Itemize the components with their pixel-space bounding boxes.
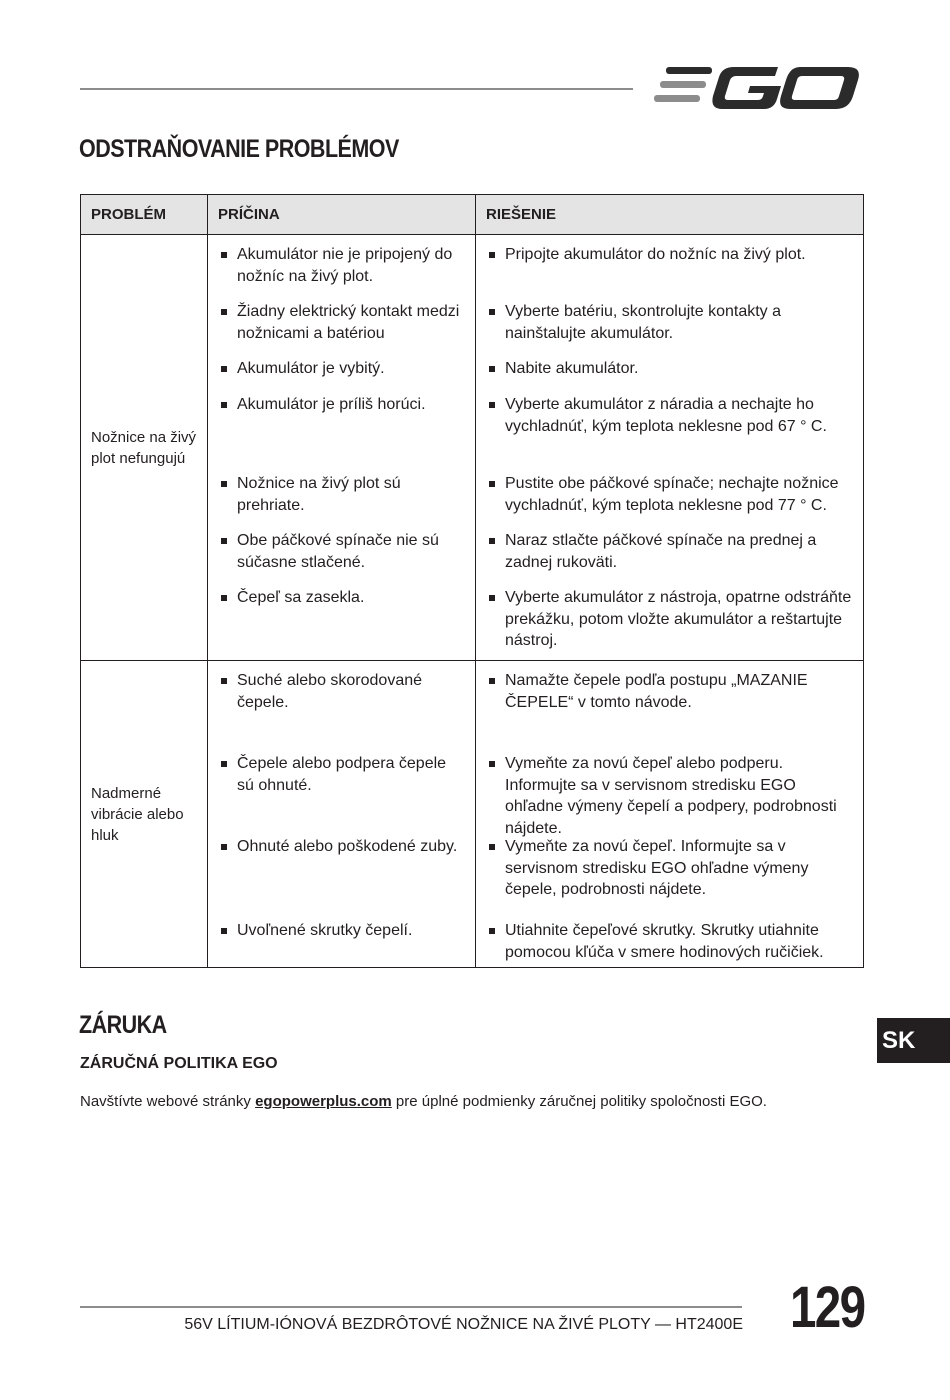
bullet-icon: [489, 538, 495, 544]
solution-item: [476, 753, 863, 836]
header-problem: PROBLÉM: [81, 195, 208, 235]
solution-text: Namažte čepele podľa postupu „MAZANIE ČEPELE“ v tomto návode.: [505, 672, 808, 711]
bullet-icon: [221, 928, 227, 934]
cause-text: Nožnice na živý plot sú prehriate.: [237, 475, 401, 514]
bullet-icon: [489, 928, 495, 934]
bullet-icon: [489, 761, 495, 767]
solution-text: Vyberte akumulátor z náradia a nechajte ho vychladnúť, kým teplota neklesne pod 67 ° C.: [505, 396, 827, 435]
solution-text: Vymeňte za novú čepeľ. Informujte sa v servisnom stredisku EGO ohľadne výmeny čepele, podrobnosti nájdete.: [505, 838, 809, 898]
cause-cell: [208, 235, 476, 661]
bullet-icon: [489, 481, 495, 487]
bullet-icon: [221, 678, 227, 684]
cause-item: [208, 753, 475, 836]
logo-o: [780, 67, 859, 109]
cause-text: Ohnuté alebo poškodené zuby.: [237, 838, 458, 855]
solution-text: Vyberte akumulátor z nástroja, opatrne odstráňte prekážku, potom vložte akumulátor a reštartujte nástroj.: [505, 589, 852, 649]
cause-item: [208, 670, 475, 753]
ego-logo: [650, 64, 862, 112]
cause-item: [208, 920, 475, 965]
solution-item: [476, 530, 863, 587]
cause-item: [208, 394, 475, 473]
cause-item: [208, 530, 475, 587]
warranty-link[interactable]: egopowerplus.com: [255, 1093, 392, 1110]
solution-text: Nabite akumulátor.: [505, 360, 639, 377]
solution-cell: [476, 661, 864, 968]
bullet-icon: [221, 844, 227, 850]
problem-text: Nadmerné vibrácie alebo hluk: [91, 784, 184, 844]
cause-item: [208, 473, 475, 530]
warranty-text-before: Navštívte webové stránky: [80, 1093, 256, 1110]
solution-item: [476, 836, 863, 920]
troubleshooting-table: [80, 194, 864, 968]
table-row: [81, 235, 864, 661]
solution-text: Vyberte batériu, skontrolujte kontakty a nainštalujte akumulátor.: [505, 303, 781, 342]
cause-item: [208, 836, 475, 920]
page-number: 129: [790, 1275, 865, 1340]
solution-item: [476, 920, 863, 965]
footer-product-title: 56V LÍTIUM-IÓNOVÁ BEZDRÔTOVÉ NOŽNICE NA ŽIVÉ PLOTY — HT2400E: [184, 1316, 743, 1333]
cause-text: Čepeľ sa zasekla.: [237, 589, 365, 606]
solution-cell: [476, 235, 864, 661]
warranty-text-after: pre úplné podmienky záručnej politiky spoločnosti EGO.: [391, 1093, 767, 1110]
table-header-row: [81, 195, 864, 235]
table-row: [81, 661, 864, 968]
solution-text: Naraz stlačte páčkové spínače na prednej a zadnej rukoväti.: [505, 532, 817, 571]
bullet-icon: [489, 309, 495, 315]
bullet-icon: [489, 595, 495, 601]
solution-text: Utiahnite čepeľové skrutky. Skrutky utiahnite pomocou kľúča v smere hodinových ručičiek.: [505, 922, 824, 961]
bullet-icon: [221, 761, 227, 767]
bullet-icon: [489, 402, 495, 408]
solution-text: Pripojte akumulátor do nožníc na živý plot.: [505, 246, 806, 263]
bullet-icon: [489, 366, 495, 372]
bullet-icon: [221, 538, 227, 544]
cause-item: [208, 244, 475, 301]
cause-item: [208, 587, 475, 659]
warranty-title: ZÁRUKA: [79, 1011, 167, 1039]
troubleshooting-title: ODSTRAŇOVANIE PROBLÉMOV: [79, 135, 399, 163]
logo-e-stripes: [654, 67, 712, 102]
bullet-icon: [221, 402, 227, 408]
bullet-icon: [221, 595, 227, 601]
solution-item: [476, 473, 863, 530]
cause-cell: [208, 661, 476, 968]
bullet-icon: [221, 366, 227, 372]
bullet-icon: [489, 678, 495, 684]
header-cause: PRÍČINA: [208, 195, 476, 235]
cause-text: Obe páčkové spínače nie sú súčasne stlačené.: [237, 532, 439, 571]
cause-text: Suché alebo skorodované čepele.: [237, 672, 423, 711]
bullet-icon: [221, 309, 227, 315]
solution-item: [476, 301, 863, 358]
problem-cell: [81, 235, 208, 661]
problem-text: Nožnice na živý plot nefungujú: [91, 428, 197, 467]
cause-text: Akumulátor nie je pripojený do nožníc na živý plot.: [237, 246, 453, 285]
solution-item: [476, 244, 863, 301]
language-tab: SK: [877, 1018, 950, 1063]
warranty-subtitle: ZÁRUČNÁ POLITIKA EGO: [80, 1055, 278, 1072]
footer-rule: [80, 1306, 742, 1308]
warranty-text: [80, 1093, 767, 1110]
solution-item: [476, 394, 863, 473]
solution-text: Pustite obe páčkové spínače; nechajte nožnice vychladnúť, kým teplota neklesne pod 77 ° C.: [505, 475, 839, 514]
solution-item: [476, 358, 863, 394]
header-solution: RIEŠENIE: [476, 195, 864, 235]
cause-item: [208, 301, 475, 358]
cause-text: Žiadny elektrický kontakt medzi nožnicami a batériou: [237, 303, 460, 342]
solution-item: [476, 587, 863, 659]
bullet-icon: [221, 481, 227, 487]
bullet-icon: [489, 252, 495, 258]
cause-text: Čepele alebo podpera čepele sú ohnuté.: [237, 755, 447, 794]
logo-g: [712, 67, 781, 109]
bullet-icon: [489, 844, 495, 850]
solution-item: [476, 670, 863, 753]
bullet-icon: [221, 252, 227, 258]
cause-item: [208, 358, 475, 394]
header-rule: [80, 88, 633, 90]
cause-text: Uvoľnené skrutky čepelí.: [237, 922, 413, 939]
cause-text: Akumulátor je vybitý.: [237, 360, 385, 377]
problem-cell: [81, 661, 208, 968]
cause-text: Akumulátor je príliš horúci.: [237, 396, 426, 413]
solution-text: Vymeňte za novú čepeľ alebo podperu. Informujte sa v servisnom stredisku EGO ohľadne výmeny čepelí a podpery, podrobnosti nájdete.: [505, 755, 837, 837]
